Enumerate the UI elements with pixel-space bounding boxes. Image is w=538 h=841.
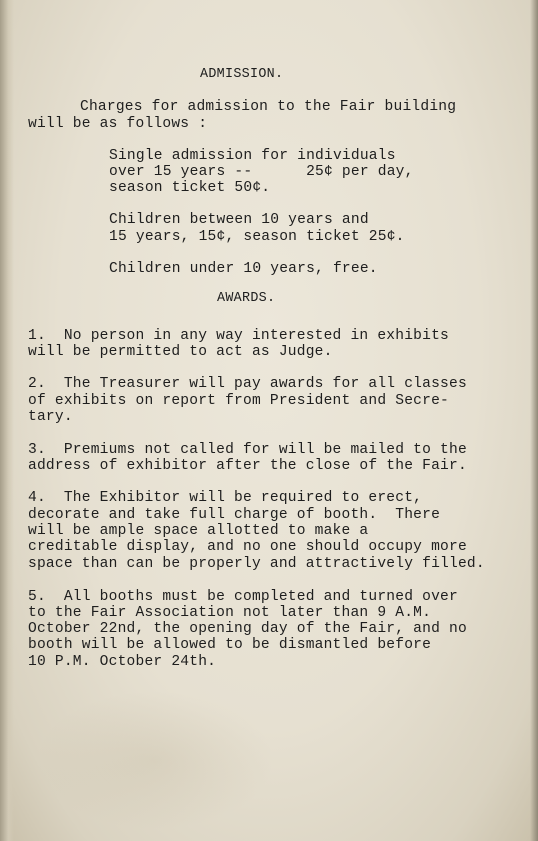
award-rule-4-line-3: will be ample space allotted to make a	[28, 523, 369, 539]
single-admission-line-2: over 15 years -- 25¢ per day,	[109, 164, 414, 180]
award-rule-5-line-5: 10 P.M. October 24th.	[28, 654, 217, 670]
award-rule-5-line-4: booth will be allowed to be dismantled before	[28, 637, 432, 653]
page-edge-shadow	[530, 0, 538, 841]
award-rule-4-line-5: space than can be properly and attractively filled.	[28, 556, 485, 572]
award-rule-4-line-2: decorate and take full charge of booth. There	[28, 507, 441, 523]
paper-stain	[35, 690, 275, 830]
award-rule-2-line-2: of exhibits on report from President and Secre-	[28, 393, 450, 409]
awards-heading: AWARDS.	[217, 291, 276, 306]
award-rule-4-line-1: 4. The Exhibitor will be required to erect,	[28, 490, 423, 506]
award-rule-1-line-2: will be permitted to act as Judge.	[28, 344, 333, 360]
award-rule-3-line-2: address of exhibitor after the close of the Fair.	[28, 458, 467, 474]
award-rule-4-line-4: creditable display, and no one should occupy more	[28, 539, 467, 555]
children-admission-line-1: Children between 10 years and	[109, 212, 369, 228]
award-rule-5-line-2: to the Fair Association not later than 9 A.M.	[28, 605, 432, 621]
award-rule-5-line-1: 5. All booths must be completed and turned over	[28, 589, 458, 605]
admission-intro-line-2: will be as follows :	[28, 116, 208, 132]
award-rule-2-line-3: tary.	[28, 409, 73, 425]
award-rule-3-line-1: 3. Premiums not called for will be mailed to the	[28, 442, 467, 458]
award-rule-1-line-1: 1. No person in any way interested in exhibits	[28, 328, 450, 344]
award-rule-5-line-3: October 22nd, the opening day of the Fair, and no	[28, 621, 467, 637]
children-admission-line-2: 15 years, 15¢, season ticket 25¢.	[109, 229, 405, 245]
page-spine-shadow	[0, 0, 14, 841]
single-admission-line-3: season ticket 50¢.	[109, 180, 271, 196]
award-rule-2-line-1: 2. The Treasurer will pay awards for all classes	[28, 376, 467, 392]
single-admission-line-1: Single admission for individuals	[109, 148, 396, 164]
admission-intro-line-1: Charges for admission to the Fair building	[80, 99, 457, 115]
admission-heading: ADMISSION.	[200, 67, 284, 82]
under-ten-admission: Children under 10 years, free.	[109, 261, 378, 277]
